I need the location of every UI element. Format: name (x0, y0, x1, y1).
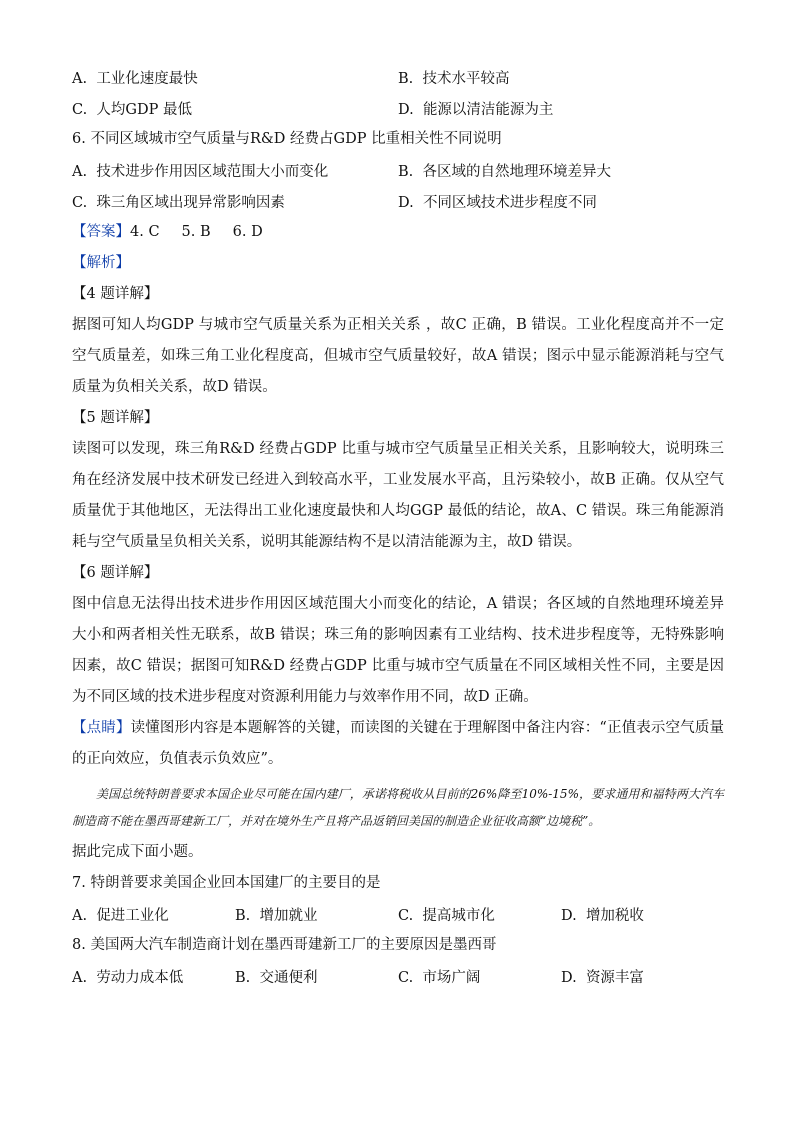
option-text: 珠三角区域出现异常影响因素 (96, 195, 285, 211)
q6-options-row-2 (72, 186, 724, 217)
q8-option-a (72, 966, 235, 987)
tip-paragraph (72, 713, 724, 775)
q7-option-b (235, 904, 398, 925)
q7-option-c (398, 904, 561, 925)
q5-options-row-1 (72, 62, 724, 93)
option-text: 各区域的自然地理环境差异大 (422, 164, 611, 180)
answer-tag: 【答案】 (72, 224, 130, 240)
detail-4-text: 据图可知人均GDP 与城市空气质量关系为正相关关系 ，故C 正确，B 错误。工业化程度高并不一定空气质量差，如珠三角工业化程度高，但城市空气质量较好，故A 错误；图示中显示能源消耗与空气质量为负相关关系，故D 错误。 (72, 317, 724, 395)
q6-options-row-1 (72, 155, 724, 186)
option-text: 劳动力成本低 (96, 970, 184, 986)
option-letter: C. (72, 102, 88, 118)
detail-4-tag: 【4 题详解】 (72, 286, 159, 302)
q5-option-b (398, 67, 724, 88)
option-letter: A. (72, 71, 88, 87)
option-letter: D. (398, 102, 414, 118)
option-letter: C. (398, 908, 414, 924)
option-letter: D. (561, 970, 577, 986)
document-page (72, 62, 724, 992)
detail-6-text: 图中信息无法得出技术进步作用因区域范围大小而变化的结论，A 错误；各区域的自然地理环境差异大小和两者相关性无联系，故B 错误；珠三角的影响因素有工业结构、技术进步程度等，无特殊影响因素，故C 错误；据图可知R&D 经费占GDP 比重与城市空气质量在不同区域相关性不同，主要是因为不同区域的技术进步程度对资源利用能力与效率作用不同，故D 正确。 (72, 596, 724, 705)
option-text: 能源以清洁能源为主 (422, 102, 554, 118)
q8-option-b (235, 966, 398, 987)
option-letter: A. (72, 908, 88, 924)
q8-option-c (398, 966, 561, 987)
answer-6: 6. D (232, 224, 263, 240)
option-letter: A. (72, 970, 88, 986)
answer-5: 5. B (181, 224, 211, 240)
q7-stem: 7. 特朗普要求美国企业回本国建厂的主要目的是 (72, 875, 381, 891)
option-letter: A. (72, 164, 88, 180)
q5-options-row-2 (72, 93, 724, 124)
option-text: 技术水平较高 (422, 71, 510, 87)
q8-options-row (72, 961, 724, 992)
option-text: 技术进步作用因区域范围大小而变化 (96, 164, 329, 180)
option-text: 提高城市化 (422, 908, 495, 924)
analysis-tag: 【解析】 (72, 255, 130, 271)
q5-option-c (72, 98, 398, 119)
q6-option-d (398, 191, 724, 212)
option-text: 工业化速度最快 (96, 71, 198, 87)
option-letter: D. (398, 195, 414, 211)
q8-option-d (561, 966, 724, 987)
tip-text: 读懂图形内容是本题解答的关键，而读图的关键在于理解图中备注内容：“正值表示空气质量的正向效应，负值表示负效应”。 (72, 720, 724, 767)
option-text: 不同区域技术进步程度不同 (422, 195, 597, 211)
option-text: 增加就业 (259, 908, 318, 924)
answer-4: 4. C (130, 224, 160, 240)
q7-option-a (72, 904, 235, 925)
q6-option-c (72, 191, 398, 212)
q5-option-a (72, 67, 398, 88)
option-letter: D. (561, 908, 577, 924)
option-letter: B. (398, 164, 414, 180)
detail-5-text: 读图可以发现，珠三角R&D 经费占GDP 比重与城市空气质量呈正相关关系，且影响较大，说明珠三角在经济发展中技术研发已经进入到较高水平，工业发展水平高，且污染较小，故B 正确。仅从空气质量优于其他地区，无法得出工业化速度最快和人均GGP 最低的结论，故A、C 错误。珠三角能源消耗与空气质量呈负相关关系，说明其能源结构不是以清洁能源为主，故D 错误。 (72, 441, 724, 550)
option-text: 交通便利 (259, 970, 318, 986)
option-text: 市场广阔 (422, 970, 481, 986)
q5-option-d (398, 98, 724, 119)
option-letter: B. (235, 970, 251, 986)
option-text: 促进工业化 (96, 908, 169, 924)
q7-option-d (561, 904, 724, 925)
detail-6-tag: 【6 题详解】 (72, 565, 159, 581)
option-letter: C. (398, 970, 414, 986)
option-letter: C. (72, 195, 88, 211)
answer-line (72, 217, 724, 248)
q7-options-row (72, 899, 724, 930)
option-letter: B. (398, 71, 414, 87)
option-text: 资源丰富 (585, 970, 644, 986)
reading-material: 美国总统特朗普要求本国企业尽可能在国内建厂，承诺将税收从目前的26%降至10%-15%，要求通用和福特两大汽车制造商不能在墨西哥建新工厂，并对在境外生产且将产品返销回美国的制造企业征收高额“边境税”。 (72, 787, 724, 828)
detail-5-tag: 【5 题详解】 (72, 410, 159, 426)
q6-option-a (72, 160, 398, 181)
tip-tag: 【点睛】 (72, 720, 131, 736)
q8-stem: 8. 美国两大汽车制造商计划在墨西哥建新工厂的主要原因是墨西哥 (72, 937, 497, 953)
option-text: 人均GDP 最低 (96, 102, 192, 118)
instruction: 据此完成下面小题。 (72, 844, 203, 860)
q6-option-b (398, 160, 724, 181)
q6-stem: 6. 不同区域城市空气质量与R&D 经费占GDP 比重相关性不同说明 (72, 131, 502, 147)
option-letter: B. (235, 908, 251, 924)
option-text: 增加税收 (585, 908, 644, 924)
